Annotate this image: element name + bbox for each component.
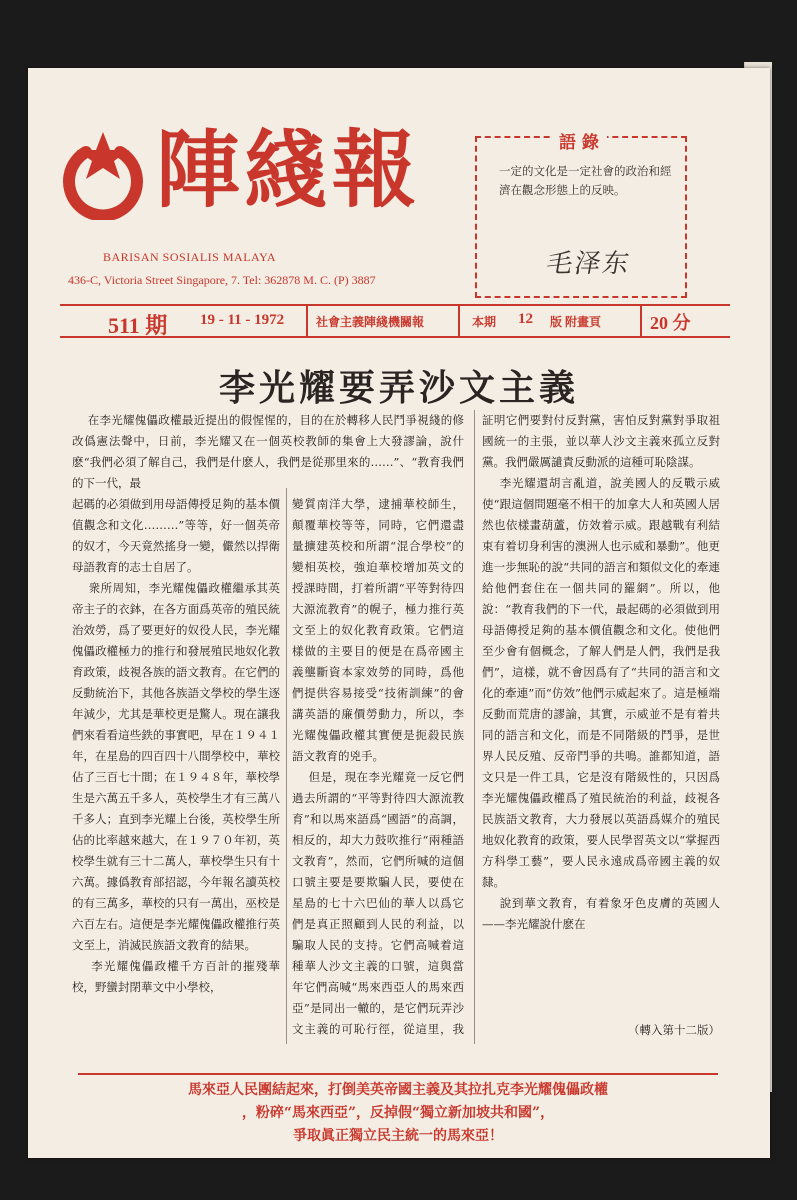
slogan-footer (78, 1073, 718, 1148)
newspaper-page (28, 68, 770, 1158)
pages-suffix: 版 附畫頁 (550, 315, 602, 329)
price: 20 分 (650, 313, 691, 333)
article-column-1-top: 在李光耀傀儡政權最近提出的假惺惺的，目的在於轉移人民鬥爭視綫的修改僞憲法聲中，日前，李光耀又在一個英校教師的集會上大發謬論，說什麽“我們必須了解自己，我們是什麽人，我們是從那里來的……”、“教育我們的下一代，最 (72, 413, 464, 490)
article-headline: 李光耀要弄沙文主義 (218, 367, 579, 409)
organization-name: BARISAN SOSIALIS MALAYA (103, 250, 277, 264)
pages-label: 本期 (472, 315, 497, 329)
continued-note: （轉入第十二版） (628, 1023, 720, 1037)
quotation-text: 一定的文化是一定社會的政治和經濟在觀念形態上的反映。 (499, 164, 672, 197)
slogan-line-1: 馬來亞人民團結起來，打倒美英帝國主義及其拉扎克李光耀傀儡政權 (188, 1082, 608, 1098)
issue-number: 511 期 (108, 313, 168, 338)
publisher-label: 社會主義陣綫機關報 (316, 315, 425, 329)
column-rule (474, 410, 475, 1044)
column-rule (286, 488, 287, 1044)
slogan-line-2: ，粉碎“馬來西亞”，反掉假“獨立新加坡共和國”， (241, 1105, 555, 1121)
article-column-2: 變質南洋大學，逮捕華校師生，顛覆華校等等，同時，它們還盡量擴建英校和所謂“混合學校”的變相英校，強迫華校增加英文的授課時間，打着所謂“平等對待四大源流教育”的幌子，極力推行英文至上的奴化教育政策。它們這樣做的主要目的便是在爲帝國主義壟斷資本家效勞的同時，爲他們提供容易接受“技術訓練”的會講英語的廉價勞動力，所以，李光耀傀儡政權其實便是扼殺民族語文教育的兇手。 但是，現在李光耀竟一反它們過去所謂的“平等對待四大源流教育”和以馬來語爲“國語”的高調，相反的，却大力鼓吹推行“兩種語文教育”，然而，它們所喊的這個口號主要是要欺騙人民，要使在星島的七十六巴仙的華人以爲它們是真正照顧到人民的利益，以騙取人民的支持。它們高喊着這種華人沙文主義的口號，這與當年它們高喊“馬來西亞人的馬來西亞”是同出一轍的，是它們玩弄沙文主義的可恥行徑，從這里，我 (292, 497, 464, 1036)
article-column-1: 起碼的必須做到用母語傳授足夠的基本價值觀念和文化………”等等，好一個英帝的奴才，今天竟然搖身一變，儼然以捍衛母語教育的志士自居了。 衆所周知，李光耀傀儡政權繼承其英帝主子的衣鉢，在各方面爲英帝的殖民統治效勞，爲了要更好的奴役人民，李光耀傀儡政權極力的推行和發展殖民地奴化教育政策，歧視各族的語文教育。在它們的反動統治下，其他各族語文學校的學生逐年減少，尤其是華校更是驚人。現在讓我們來看看這些鉄的事實吧，早在１９４１年，在星島的四百四十八間學校中，華校佔了三百七十間；在１９４８年，華校學生是六萬五千多人，英校學生才有三萬八千多人；直到李光耀上台後，英校學生所佔的比率越來越大，在１９７０年初，英校學生就有三十二萬人，華校學生只有十六萬。據僞教育部招認，今年報名讀英校的有三萬多，華校的只有一萬出，巫校是六百左右。這便是李光耀傀儡政權推行英文至上，消滅民族語文教育的結果。 李光耀傀儡政權千方百計的摧殘華校，野蠻封閉華文中小學校， (72, 497, 280, 994)
quotation-signature: 毛泽东 (543, 249, 634, 279)
quotation-heading: 語 錄 (551, 128, 607, 153)
quotation-box (475, 133, 687, 298)
slogan-line-3: 爭取眞正獨立民主統一的馬來亞！ (293, 1128, 503, 1144)
star-circle-logo-icon (58, 130, 148, 220)
newspaper-title: 陣綫報 (156, 120, 421, 219)
issue-date: 19 - 11 - 1972 (200, 312, 285, 328)
issue-band (60, 304, 730, 338)
article-column-3: 証明它們要對付反對黨，害怕反對黨對爭取祖國統一的主張，並以華人沙文主義來孤立反對黨。我們嚴厲譴責反動派的這種可恥陰謀。 李光耀還胡言亂道，說美國人的反戰示威使“跟這個問題毫不相干的加拿大人和英國人居然也依樣畫葫蘆，仿效着示威。跟越戰有利結束有着切身利害的澳洲人也示威和暴動”。他更進一步無恥的說“共同的語言和類似文化的牽連給他們套住在一個共同的羅網”。所以，他說：“教育我們的下一代，最起碼的必須做到用母語傳授足夠的基本價值觀念和文化。使他們至少會有個概念，了解人們是人們，我們是我們”，這樣，就不會因爲有了“共同的語言和文化的牽連”而“仿效”他們示威起來了。這是極端反動而荒唐的謬論，其實，示威並不是有着共同的語言和文化，而是不同階級的鬥爭，是世界人民反殖、反帝鬥爭的共鳴。誰都知道，語文只是一件工具，它是沒有階級性的，只因爲李光耀傀儡政權爲了殖民統治的利益，歧視各民族語文教育，大力發展以英語爲媒介的殖民地奴化教育的政策，要人民學習英文以“掌握西方科學工藝”，要人民永遠成爲帝國主義的奴隸。 說到華文教育，有着象牙色皮膚的英國人——李光耀說什麽在 (482, 413, 720, 931)
address-line: 436-C, Victoria Street Singapore, 7. Tel: 362878 M. C. (P) 3887 (68, 273, 376, 287)
page-count: 12 (518, 311, 533, 327)
